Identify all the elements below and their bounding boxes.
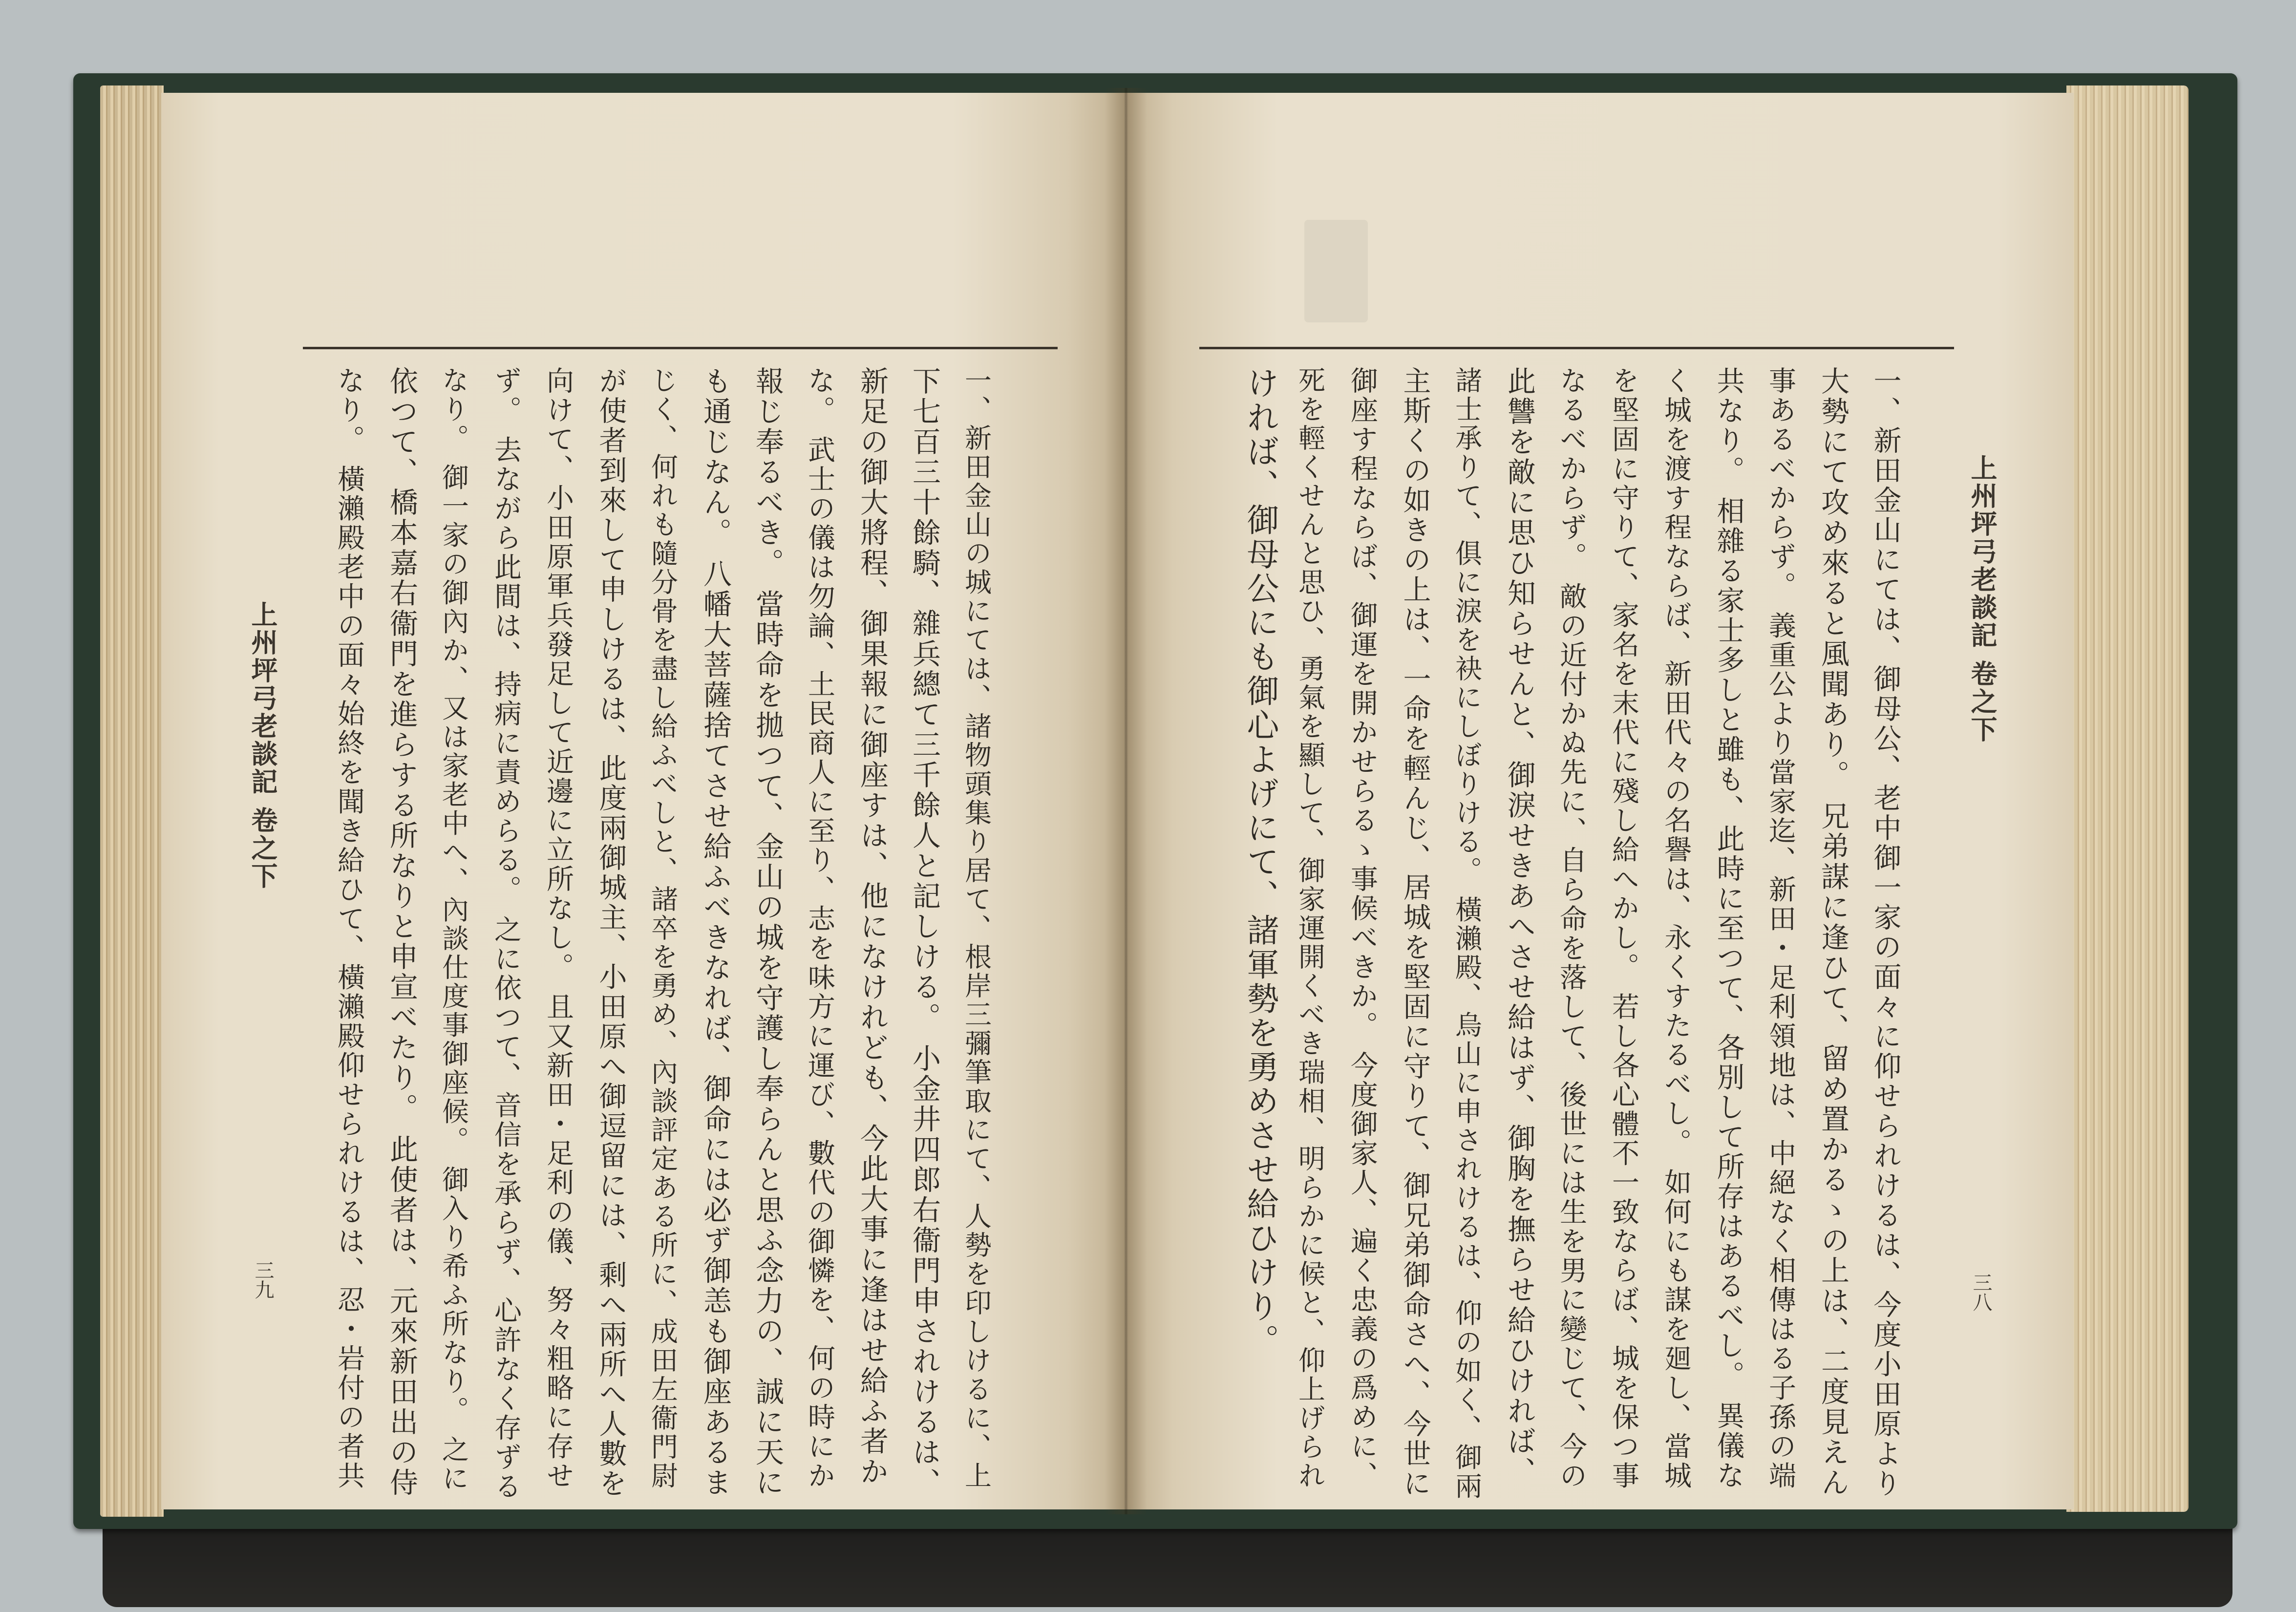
- text-line: が使者到來して申しけるは、此度兩御城主、小田原へ御逗留には、剩へ兩所へ人數を: [595, 366, 627, 1499]
- text-line: 御座す程ならば、御運を開かせらるゝ事候べきか。 今度御家人、遍く忠義の爲めに、: [1346, 366, 1378, 1491]
- left-page: [161, 93, 1126, 1509]
- left-page-edges: [100, 85, 164, 1517]
- page-number: 三九: [252, 1260, 274, 1299]
- text-line: を堅固に守りて、家名を末代に殘し給へかし。 若し各心體不一致ならば、城を保つ事: [1608, 366, 1639, 1491]
- text-line: 共なり。 相雜る家士多しと雖も、此時に至つて、各別して所存はあるべし。 異儀な: [1712, 366, 1744, 1491]
- text-line: な。 武士の儀は勿論、土民商人に至り、志を味方に運び、數代の御憐を、何の時にか: [804, 366, 835, 1491]
- text-line: 事あるべからず。 義重公より當家迄、新田・足利領地は、中絕なく相傳はる子孫の端: [1765, 366, 1796, 1491]
- text-line: なり。 御一家の御內か、又は家老中へ、內談仕度事御座候。 御入り希ふ所なり。 之に: [438, 366, 469, 1493]
- bleed-through-mark: [1304, 220, 1368, 322]
- text-line: 一、新田金山の城にては、諸物頭集り居て、根岸三彌筆取にて、人勢を印しけるに、上: [960, 366, 992, 1490]
- text-line: なるべからず。 敵の近付かぬ先に、自ら命を落して、後世には生を男に變じて、今の: [1555, 366, 1587, 1491]
- page-number: 三八: [1970, 1273, 1992, 1312]
- text-line: 新足の御大將程、御果報に御座すは、他になけれども、今此大事に逢はせ給ふ者か: [855, 366, 889, 1487]
- text-line: 大勢にて攻め來ると風聞あり。 兄弟謀に逢ひて、留め置かるゝの上は、二度見えん: [1816, 366, 1850, 1498]
- text-line: 依つて、橋本嘉右衞門を進らする所なりと申宣べたり。 此使者は、元來新田出の侍: [385, 366, 418, 1498]
- text-line: も通じなん。 八幡大菩薩捨てさせ給ふべきなれば、御命には必ず御恙も御座あるま: [699, 366, 732, 1498]
- book-gutter: [1105, 88, 1147, 1514]
- running-title: 上州坪弓老談記 卷之下: [247, 601, 278, 890]
- text-line: ず。 去ながら此間は、持病に責めらる。 之に依つて、音信を承らず、心許なく存ずる: [490, 366, 522, 1502]
- text-line: く城を渡す程ならば、新田代々の名譽は、永くすたるべし。 如何にも謀を廻し、當城: [1660, 366, 1692, 1491]
- text-line: 死を輕くせんと思ひ、勇氣を顯して、御家運開くべき瑞相、明らかに候と、仰上げられ: [1294, 366, 1325, 1490]
- text-line: 下七百三十餘騎、雜兵總て三千餘人と記しける。 小金井四郎右衞門申されけるは、: [908, 366, 941, 1498]
- text-line: 報じ奉るべき。 當時命を拋つて、金山の城を守護し奉らんと思ふ念力の、誠に天に: [751, 366, 784, 1498]
- text-line: 此讐を敵に思ひ知らせんと、御淚せきあへさせ給はず、御胸を撫らせ給ひければ、: [1503, 366, 1536, 1487]
- text-line: ければ、御母公にも御心よげにて、諸軍勢を勇めさせ給ひけり。: [1241, 366, 1279, 1358]
- header-rule: [303, 347, 1058, 349]
- header-rule: [1199, 347, 1954, 349]
- text-line: 一、新田金山にては、御母公、老中御一家の面々に仰せられけるは、今度小田原より: [1869, 366, 1901, 1499]
- text-line: なり。 橫瀨殿老中の面々始終を聞き給ひて、橫瀨殿仰せられけるは、忍・岩付の者共: [333, 366, 365, 1491]
- right-page-edges: [2066, 85, 2189, 1512]
- text-line: じく、何れも隨分骨を盡し給ふべしと、諸卒を勇め、內談評定ある所に、成田左衞門尉: [647, 366, 678, 1490]
- running-title: 上州坪弓老談記 卷之下: [1967, 454, 1998, 743]
- text-line: 主斯くの如きの上は、一命を輕んじ、居城を堅固に守りて、御兄弟御命さへ、今世に: [1399, 366, 1431, 1499]
- text-line: 諸士承りて、俱に淚を袂にしぼりける。 橫瀨殿、烏山に申されけるは、仰の如く、御兩: [1451, 366, 1482, 1501]
- right-page: [1126, 93, 2074, 1509]
- text-line: 向けて、小田原軍兵發足して近邊に立所なし。 且又新田・足利の儀、努々粗略に存せ: [542, 366, 574, 1491]
